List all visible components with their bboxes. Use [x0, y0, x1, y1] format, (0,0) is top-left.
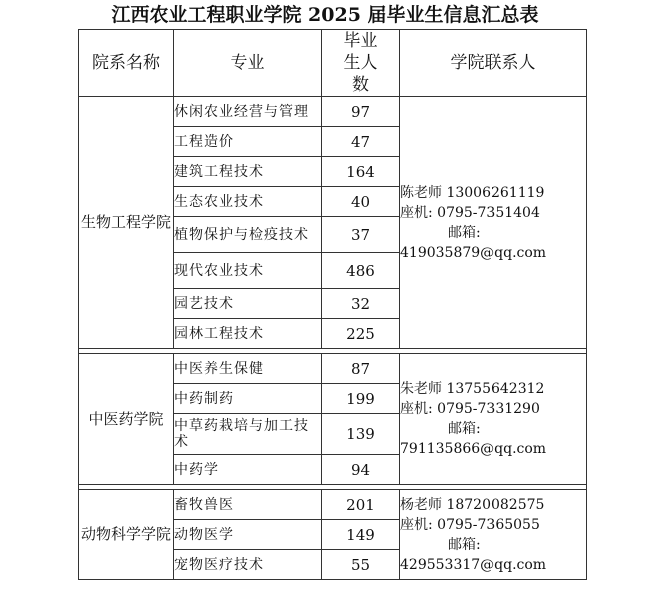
header-contact: 学院联系人 [400, 30, 587, 97]
major-cell: 生态农业技术 [174, 187, 322, 217]
count-cell: 486 [322, 253, 400, 289]
dept-name: 生物工程学院 [79, 97, 174, 349]
header-dept: 院系名称 [79, 30, 174, 97]
table-header-row [79, 30, 587, 97]
major-cell: 园林工程技术 [174, 319, 322, 349]
count-cell: 37 [322, 217, 400, 253]
header-count: 毕业生人数 [322, 30, 400, 97]
count-cell: 97 [322, 97, 400, 127]
major-cell: 现代农业技术 [174, 253, 322, 289]
major-cell: 植物保护与检疫技术 [174, 217, 322, 253]
major-cell: 宠物医疗技术 [174, 550, 322, 580]
dept-name: 动物科学学院 [79, 490, 174, 580]
count-cell: 199 [322, 384, 400, 414]
count-cell: 201 [322, 490, 400, 520]
contact-email: 791135866@qq.com [400, 441, 547, 457]
major-cell: 中草药栽培与加工技术 [174, 414, 322, 455]
count-cell: 32 [322, 289, 400, 319]
graduate-info-table [78, 29, 587, 580]
major-cell: 动物医学 [174, 520, 322, 550]
contact-landline: 座机: 0795-7351404 [400, 204, 540, 221]
contact-email: 429553317@qq.com [400, 556, 547, 573]
contact-teacher: 陈老师 13006261119 [400, 184, 545, 201]
contact-email: 419035879@qq.com [400, 244, 547, 261]
count-cell: 40 [322, 187, 400, 217]
document-title: 江西农业工程职业学院 2025 届毕业生信息汇总表 [111, 4, 539, 26]
table-row [79, 354, 587, 384]
contact-cell [400, 97, 587, 349]
major-cell: 建筑工程技术 [174, 157, 322, 187]
major-cell: 畜牧兽医 [174, 490, 322, 520]
contact-teacher: 朱老师 13755642312 [400, 381, 545, 397]
dept-name: 中医药学院 [79, 354, 174, 485]
major-cell: 中药制药 [174, 384, 322, 414]
contact-landline: 座机: 0795-7365055 [400, 516, 540, 533]
major-cell: 工程造价 [174, 127, 322, 157]
count-cell: 47 [322, 127, 400, 157]
table-row [79, 97, 587, 127]
count-cell: 94 [322, 455, 400, 485]
major-cell: 休闲农业经营与管理 [174, 97, 322, 127]
contact-cell [400, 354, 587, 485]
contact-teacher: 杨老师 18720082575 [400, 496, 545, 513]
count-cell: 149 [322, 520, 400, 550]
contact-email-label: 邮箱: [448, 224, 481, 241]
contact-email-label: 邮箱: [448, 421, 481, 437]
count-cell: 139 [322, 414, 400, 455]
contact-landline: 座机: 0795-7331290 [400, 401, 540, 417]
count-cell: 164 [322, 157, 400, 187]
major-cell: 园艺技术 [174, 289, 322, 319]
count-cell: 87 [322, 354, 400, 384]
major-cell: 中药学 [174, 455, 322, 485]
count-cell: 55 [322, 550, 400, 580]
count-cell: 225 [322, 319, 400, 349]
contact-email-label: 邮箱: [448, 536, 481, 553]
contact-cell [400, 490, 587, 580]
table-row [79, 490, 587, 520]
major-cell: 中医养生保健 [174, 354, 322, 384]
header-major: 专业 [174, 30, 322, 97]
